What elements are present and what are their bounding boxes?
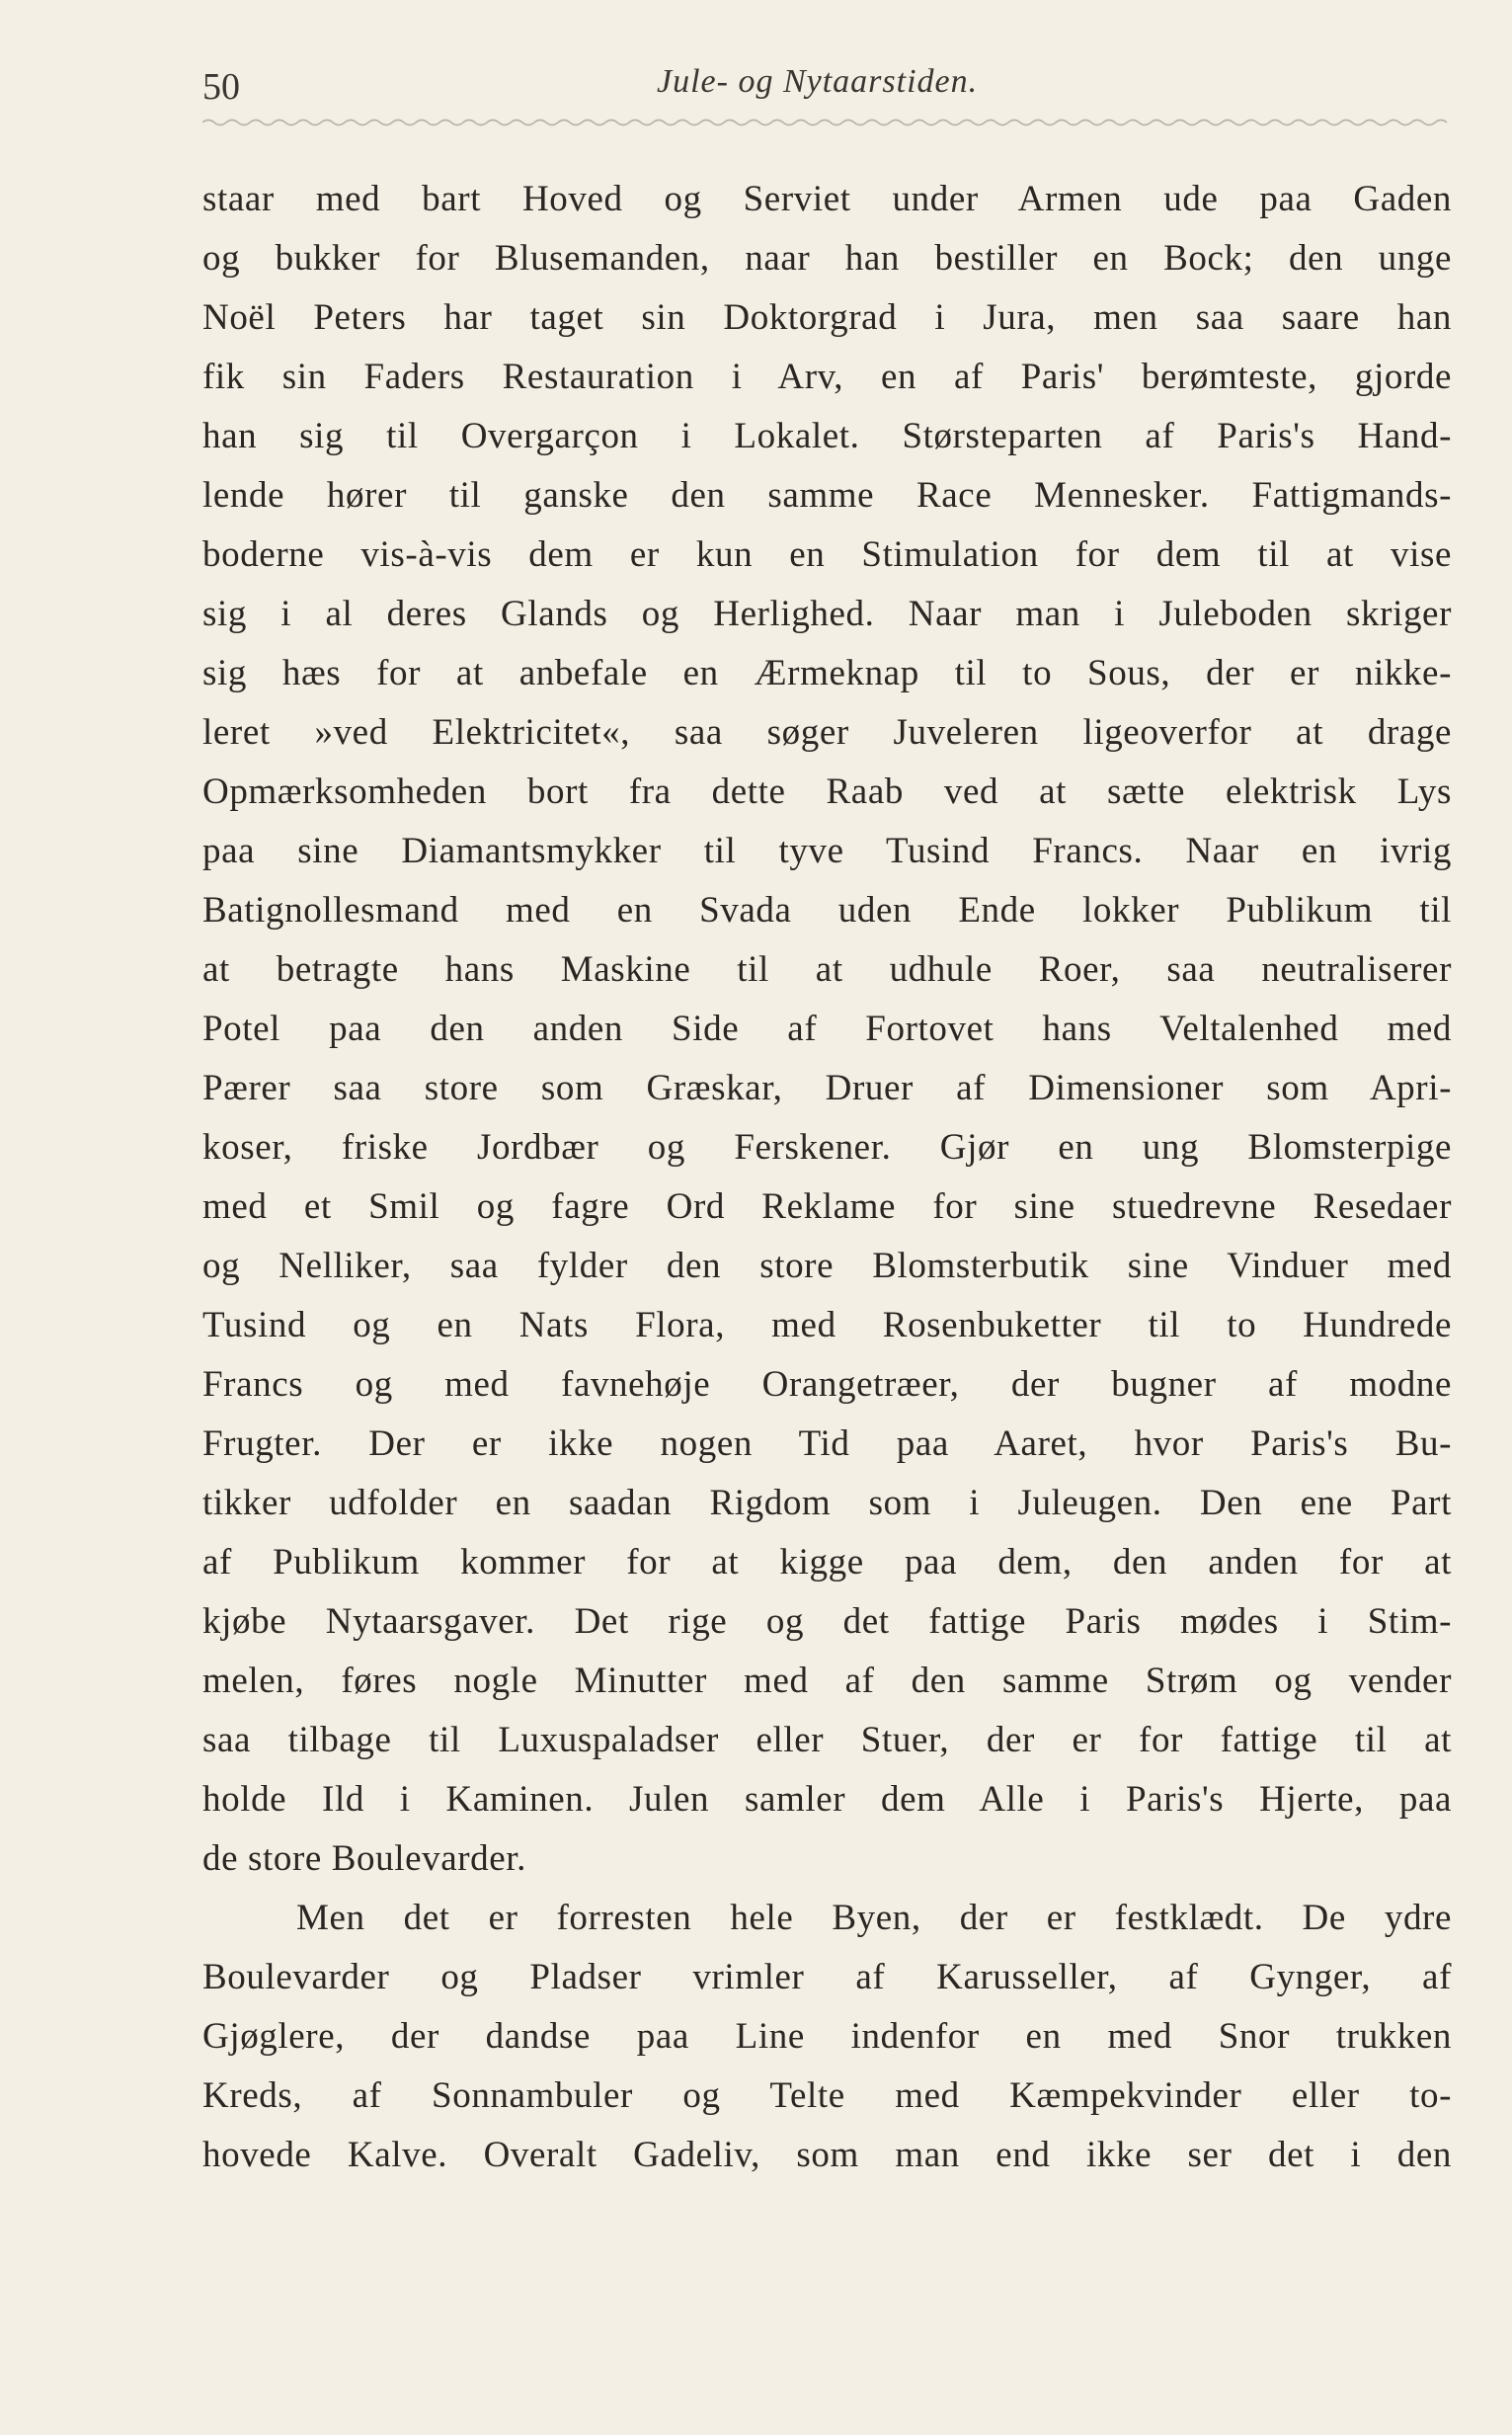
text-line: Batignollesmand med en Svada uden Ende lokker Publikum til — [202, 890, 1452, 931]
paragraph-1 — [202, 170, 1452, 1889]
page-number: 50 — [202, 66, 240, 108]
text-line: Kreds, af Sonnambuler og Telte med Kæmpekvinder eller to- — [202, 2075, 1452, 2116]
body-text — [202, 170, 1452, 2185]
text-line: af Publikum kommer for at kigge paa dem, den anden for at — [202, 1542, 1452, 1583]
text-line: Francs og med favnehøje Orangetræer, der bugner af modne — [202, 1364, 1452, 1405]
text-line: saa tilbage til Luxuspaladser eller Stuer, der er for fattige til at — [202, 1720, 1452, 1760]
text-line: kjøbe Nytaarsgaver. Det rige og det fattige Paris mødes i Stim- — [202, 1601, 1452, 1642]
text-line: Gjøglere, der dandse paa Line indenfor en med Snor trukken — [202, 2016, 1452, 2057]
text-line: hovede Kalve. Overalt Gadeliv, som man end ikke ser det i den — [202, 2135, 1452, 2175]
text-line: Opmærksomheden bort fra dette Raab ved at sætte elektrisk Lys — [202, 771, 1452, 812]
text-line: boderne vis-à-vis dem er kun en Stimulation for dem til at vise — [202, 534, 1452, 575]
text-line: og Nelliker, saa fylder den store Blomsterbutik sine Vinduer med — [202, 1246, 1452, 1286]
text-line: de store Boulevarder. — [202, 1838, 527, 1879]
text-line: Potel paa den anden Side af Fortovet hans Veltalenhed med — [202, 1009, 1452, 1049]
text-line: tikker udfolder en saadan Rigdom som i Juleugen. Den ene Part — [202, 1483, 1452, 1523]
text-line: koser, friske Jordbær og Ferskener. Gjør en ung Blomsterpige — [202, 1127, 1452, 1168]
text-line: fik sin Faders Restauration i Arv, en af Paris' berømteste, gjorde — [202, 357, 1452, 397]
text-line: sig hæs for at anbefale en Ærmeknap til to Sous, der er nikke- — [202, 653, 1452, 693]
text-line: holde Ild i Kaminen. Julen samler dem Alle i Paris's Hjerte, paa — [202, 1779, 1452, 1820]
text-line: Frugter. Der er ikke nogen Tid paa Aaret, hvor Paris's Bu- — [202, 1423, 1452, 1464]
text-line: at betragte hans Maskine til at udhule Roer, saa neutraliserer — [202, 949, 1452, 990]
text-line: leret »ved Elektricitet«, saa søger Juveleren ligeoverfor at drage — [202, 712, 1452, 753]
running-head — [202, 59, 1457, 119]
text-line: Men det er forresten hele Byen, der er festklædt. De ydre — [296, 1898, 1452, 1938]
text-line: og bukker for Blusemanden, naar han bestiller en Bock; den unge — [202, 238, 1452, 279]
paragraph-2 — [202, 1889, 1452, 2185]
text-line: Noël Peters har taget sin Doktorgrad i Jura, men saa saare han — [202, 297, 1452, 338]
text-line: melen, føres nogle Minutter med af den samme Strøm og vender — [202, 1661, 1452, 1701]
text-line: han sig til Overgarçon i Lokalet. Størsteparten af Paris's Hand- — [202, 416, 1452, 456]
text-line: Pærer saa store som Græskar, Druer af Dimensioner som Apri- — [202, 1068, 1452, 1108]
text-line: paa sine Diamantsmykker til tyve Tusind Francs. Naar en ivrig — [202, 831, 1452, 871]
text-line: lende hører til ganske den samme Race Mennesker. Fattigmands- — [202, 475, 1452, 516]
decorative-wavy-rule — [202, 117, 1452, 126]
text-line: staar med bart Hoved og Serviet under Armen ude paa Gaden — [202, 179, 1452, 219]
text-line: med et Smil og fagre Ord Reklame for sine stuedrevne Resedaer — [202, 1186, 1452, 1227]
running-title: Jule- og Nytaarstiden. — [657, 63, 979, 100]
text-line: Boulevarder og Pladser vrimler af Karusseller, af Gynger, af — [202, 1957, 1452, 1997]
text-line: sig i al deres Glands og Herlighed. Naar man i Juleboden skriger — [202, 594, 1452, 634]
text-line: Tusind og en Nats Flora, med Rosenbuketter til to Hundrede — [202, 1305, 1452, 1345]
